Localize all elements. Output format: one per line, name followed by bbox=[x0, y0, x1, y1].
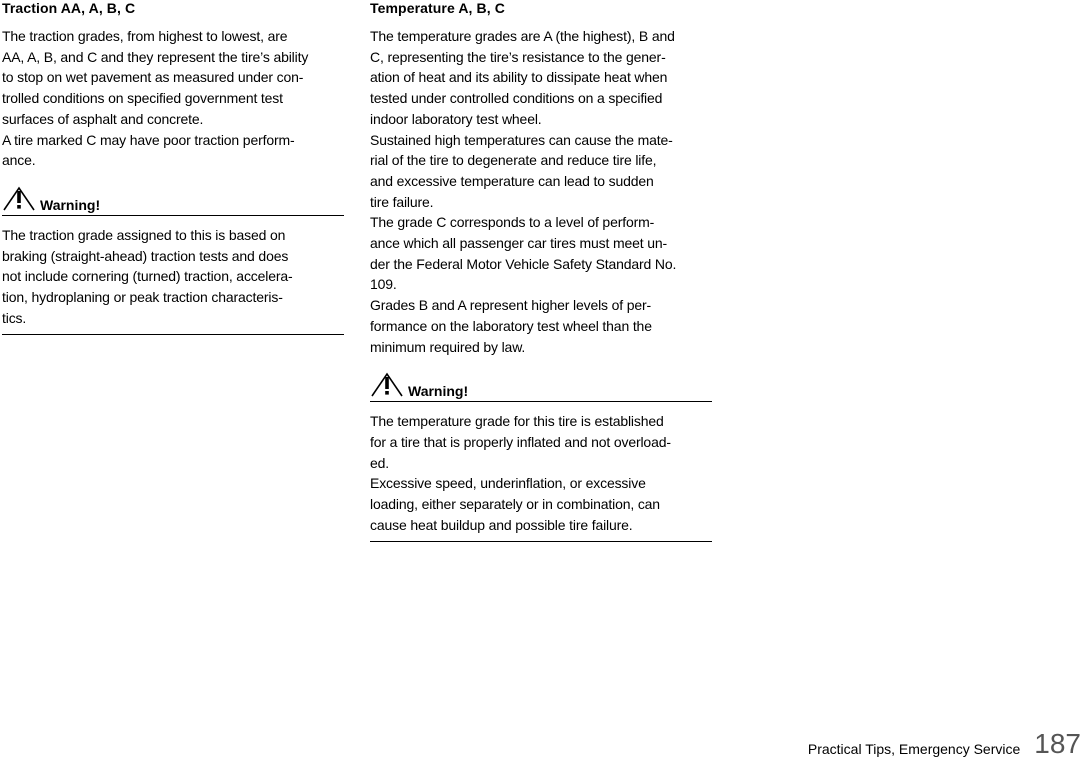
text-line: der the Federal Motor Vehicle Safety Standard No. bbox=[370, 255, 677, 272]
text-line: The temperature grade for this tire is established bbox=[370, 413, 664, 430]
text-line: minimum required by law. bbox=[370, 338, 526, 355]
text-line: cause heat buildup and possible tire failure. bbox=[370, 516, 633, 533]
traction-warning-box bbox=[2, 185, 344, 336]
text-line: rial of the tire to degenerate and reduce tire life, bbox=[370, 152, 657, 169]
text-line: A tire marked C may have poor traction perform- bbox=[2, 131, 295, 148]
text-line: surfaces of asphalt and concrete. bbox=[2, 110, 204, 127]
text-line: for a tire that is properly inflated and not overload- bbox=[370, 433, 671, 450]
text-line: Excessive speed, underinflation, or excessive bbox=[370, 475, 646, 492]
warning-header bbox=[370, 371, 712, 402]
right-column bbox=[370, 0, 716, 542]
text-line: C, representing the tire’s resistance to the gener- bbox=[370, 48, 666, 65]
warning-label: Warning! bbox=[408, 383, 469, 400]
text-line: tics. bbox=[2, 309, 27, 326]
temperature-paragraph bbox=[370, 26, 716, 357]
temperature-warning-box bbox=[370, 371, 712, 542]
text-line: The temperature grades are A (the highest), B and bbox=[370, 28, 675, 44]
text-line: AA, A, B, and C and they represent the tire’s ability bbox=[2, 48, 309, 65]
text-line: ance which all passenger car tires must meet un- bbox=[370, 235, 668, 252]
text-line: Grades B and A represent higher levels of per- bbox=[370, 297, 652, 314]
page-footer bbox=[808, 725, 1081, 759]
left-column bbox=[2, 0, 348, 335]
temperature-heading: Temperature A, B, C bbox=[370, 0, 505, 16]
warning-exclamation-icon bbox=[2, 185, 36, 211]
text-line: tion, hydroplaning or peak traction characteris- bbox=[2, 289, 283, 306]
text-line: 109. bbox=[370, 276, 397, 293]
text-line: loading, either separately or in combination, can bbox=[370, 496, 660, 513]
traction-heading: Traction AA, A, B, C bbox=[2, 0, 136, 16]
text-line: The grade C corresponds to a level of perform- bbox=[370, 214, 655, 231]
text-line: formance on the laboratory test wheel than the bbox=[370, 317, 652, 334]
text-line: The traction grade assigned to this is based on bbox=[2, 226, 286, 243]
text-line: Sustained high temperatures can cause the mate- bbox=[370, 131, 673, 148]
warning-text bbox=[2, 216, 344, 336]
text-line: and excessive temperature can lead to sudden bbox=[370, 172, 654, 189]
text-line: tested under controlled conditions on a specified bbox=[370, 90, 663, 107]
warning-label: Warning! bbox=[40, 196, 101, 213]
page-number: 187 bbox=[1034, 728, 1081, 759]
warning-header bbox=[2, 185, 344, 216]
text-line: ation of heat and its ability to dissipate heat when bbox=[370, 69, 668, 86]
text-line: tire failure. bbox=[370, 193, 434, 210]
text-line: to stop on wet pavement as measured under con- bbox=[2, 69, 304, 86]
text-line: not include cornering (turned) traction, accelera- bbox=[2, 268, 293, 285]
traction-paragraph bbox=[2, 26, 348, 171]
text-line: ed. bbox=[370, 454, 390, 471]
footer-section-title: Practical Tips, Emergency Service bbox=[807, 741, 1021, 757]
text-line: braking (straight-ahead) traction tests and does bbox=[2, 247, 289, 264]
text-line: The traction grades, from highest to lowest, are bbox=[2, 28, 288, 44]
warning-exclamation-icon bbox=[370, 371, 404, 397]
text-line: ance. bbox=[2, 152, 36, 169]
warning-text bbox=[370, 402, 712, 542]
text-line: indoor laboratory test wheel. bbox=[370, 110, 542, 127]
text-line: trolled conditions on specified government test bbox=[2, 90, 283, 107]
